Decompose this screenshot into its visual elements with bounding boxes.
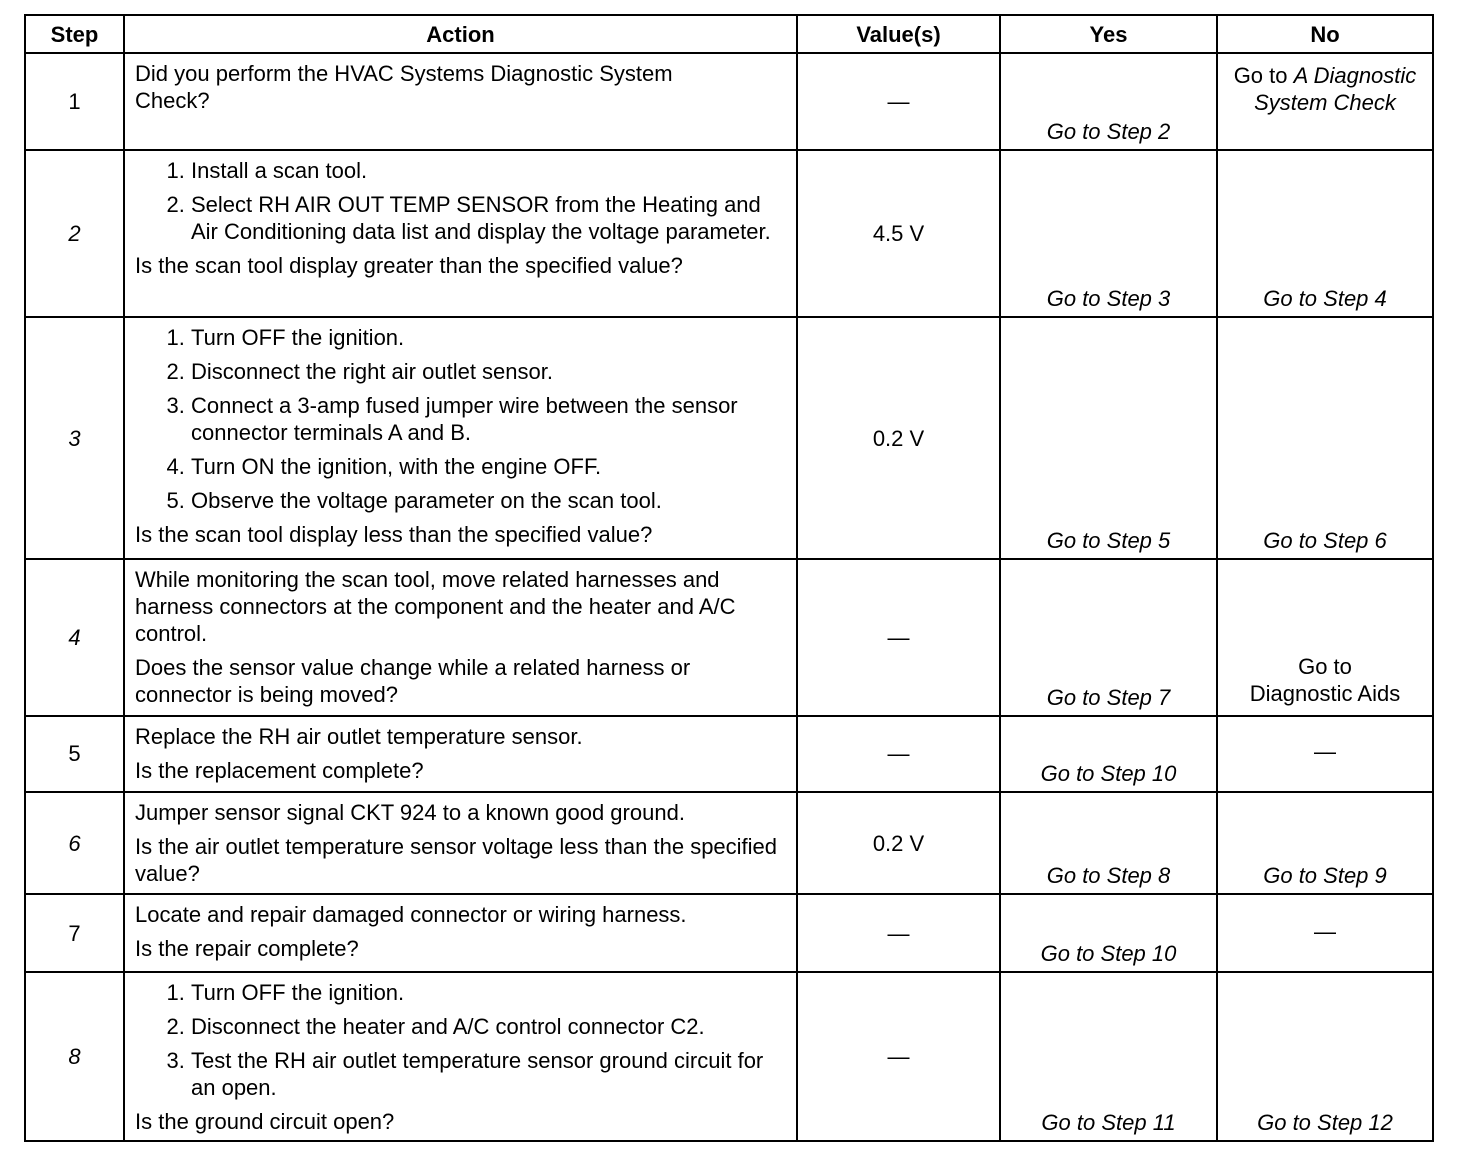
action-text [124,792,797,894]
no-cell: Go to Step 4 [1217,150,1433,316]
table-row [25,53,1433,150]
step-number: 5 [25,716,124,792]
action-question: Does the sensor value change while a related harness or connector is being moved? [135,655,691,708]
no-cell: Go to Step 6 [1217,317,1433,560]
action-steps [135,157,788,245]
value-cell: — [797,716,1000,792]
step-number: 7 [25,894,124,972]
action-text [124,559,797,715]
header-values: Value(s) [797,15,1000,53]
value-cell: — [797,53,1000,150]
no-cell [1217,53,1433,150]
action-question: Is the repair complete? [135,936,359,962]
table-row [25,150,1433,316]
action-question: Is the air outlet temperature sensor voltage less than the specified value? [135,834,778,886]
table-row [25,894,1433,972]
action-text [124,972,797,1141]
no-cell: Go to Diagnostic Aids [1217,559,1433,715]
yes-cell: Go to Step 10 [1000,716,1217,792]
action-step: 2. Disconnect the heater and A/C control connector C2. [191,1013,788,1040]
no-cell: Go to Step 9 [1217,792,1433,894]
table-row [25,792,1433,894]
action-step: 2. Select RH AIR OUT TEMP SENSOR from the Heating and Air Conditioning data list and display the voltage parameter. [191,191,788,245]
header-row [25,15,1433,53]
value-cell: — [797,559,1000,715]
table-row [25,972,1433,1141]
table-row [25,317,1433,560]
step-number: 4 [25,559,124,715]
action-question: Is the replacement complete? [135,757,424,783]
action-step: 1. Install a scan tool. [191,157,788,184]
action-question: Is the scan tool display greater than the specified value? [135,253,683,279]
no-prefix: Go to [1233,63,1294,88]
header-action: Action [124,15,797,53]
yes-cell: Go to Step 2 [1000,53,1217,150]
value-cell: 4.5 V [797,150,1000,316]
action-step: 1. Turn OFF the ignition. [191,979,788,1006]
step-number: 6 [25,792,124,894]
action-text [124,716,797,792]
action-step: 3. Test the RH air outlet temperature sensor ground circuit for an open. [191,1047,788,1101]
action-question: Did you perform the HVAC Systems Diagnostic System Check? [135,61,673,113]
action-step: 3. Connect a 3-amp fused jumper wire between the sensor connector terminals A and B. [191,392,788,446]
value-cell: 0.2 V [797,317,1000,560]
yes-cell: Go to Step 3 [1000,150,1217,316]
action-steps [135,979,788,1101]
step-number: 8 [25,972,124,1141]
no-cell: — [1217,894,1433,972]
action-text [124,150,797,316]
no-cell: — [1217,716,1433,792]
header-yes: Yes [1000,15,1217,53]
action-text [124,894,797,972]
yes-cell: Go to Step 10 [1000,894,1217,972]
table-row [25,559,1433,715]
action-instruction: While monitoring the scan tool, move related harnesses and harness connectors at the component and the heater and A/C control. [135,567,736,647]
action-step: 5. Observe the voltage parameter on the scan tool. [191,487,788,514]
action-step: 1. Turn OFF the ignition. [191,324,788,351]
action-step: 4. Turn ON the ignition, with the engine OFF. [191,453,788,480]
action-instruction: Replace the RH air outlet temperature sensor. [135,723,583,749]
yes-cell: Go to Step 5 [1000,317,1217,560]
action-steps [135,324,788,514]
action-instruction: Jumper sensor signal CKT 924 to a known good ground. [135,800,685,825]
step-number: 2 [25,150,124,316]
value-cell: — [797,894,1000,972]
step-number: 3 [25,317,124,560]
header-step: Step [25,15,124,53]
value-cell: — [797,972,1000,1141]
yes-cell: Go to Step 7 [1000,559,1217,715]
diagnostic-table [24,14,1434,1142]
yes-cell: Go to Step 11 [1000,972,1217,1141]
action-question: Is the scan tool display less than the specified value? [135,521,653,547]
yes-cell: Go to Step 8 [1000,792,1217,894]
value-cell: 0.2 V [797,792,1000,894]
action-text [124,53,797,150]
step-number: 1 [25,53,124,150]
table-row [25,716,1433,792]
action-step: 2. Disconnect the right air outlet sensor. [191,358,788,385]
header-no: No [1217,15,1433,53]
action-instruction: Locate and repair damaged connector or wiring harness. [135,902,687,928]
no-cell: Go to Step 12 [1217,972,1433,1141]
no-italic-link: A Diagnostic System Check [1254,63,1417,115]
action-text [124,317,797,560]
action-question: Is the ground circuit open? [135,1109,395,1135]
